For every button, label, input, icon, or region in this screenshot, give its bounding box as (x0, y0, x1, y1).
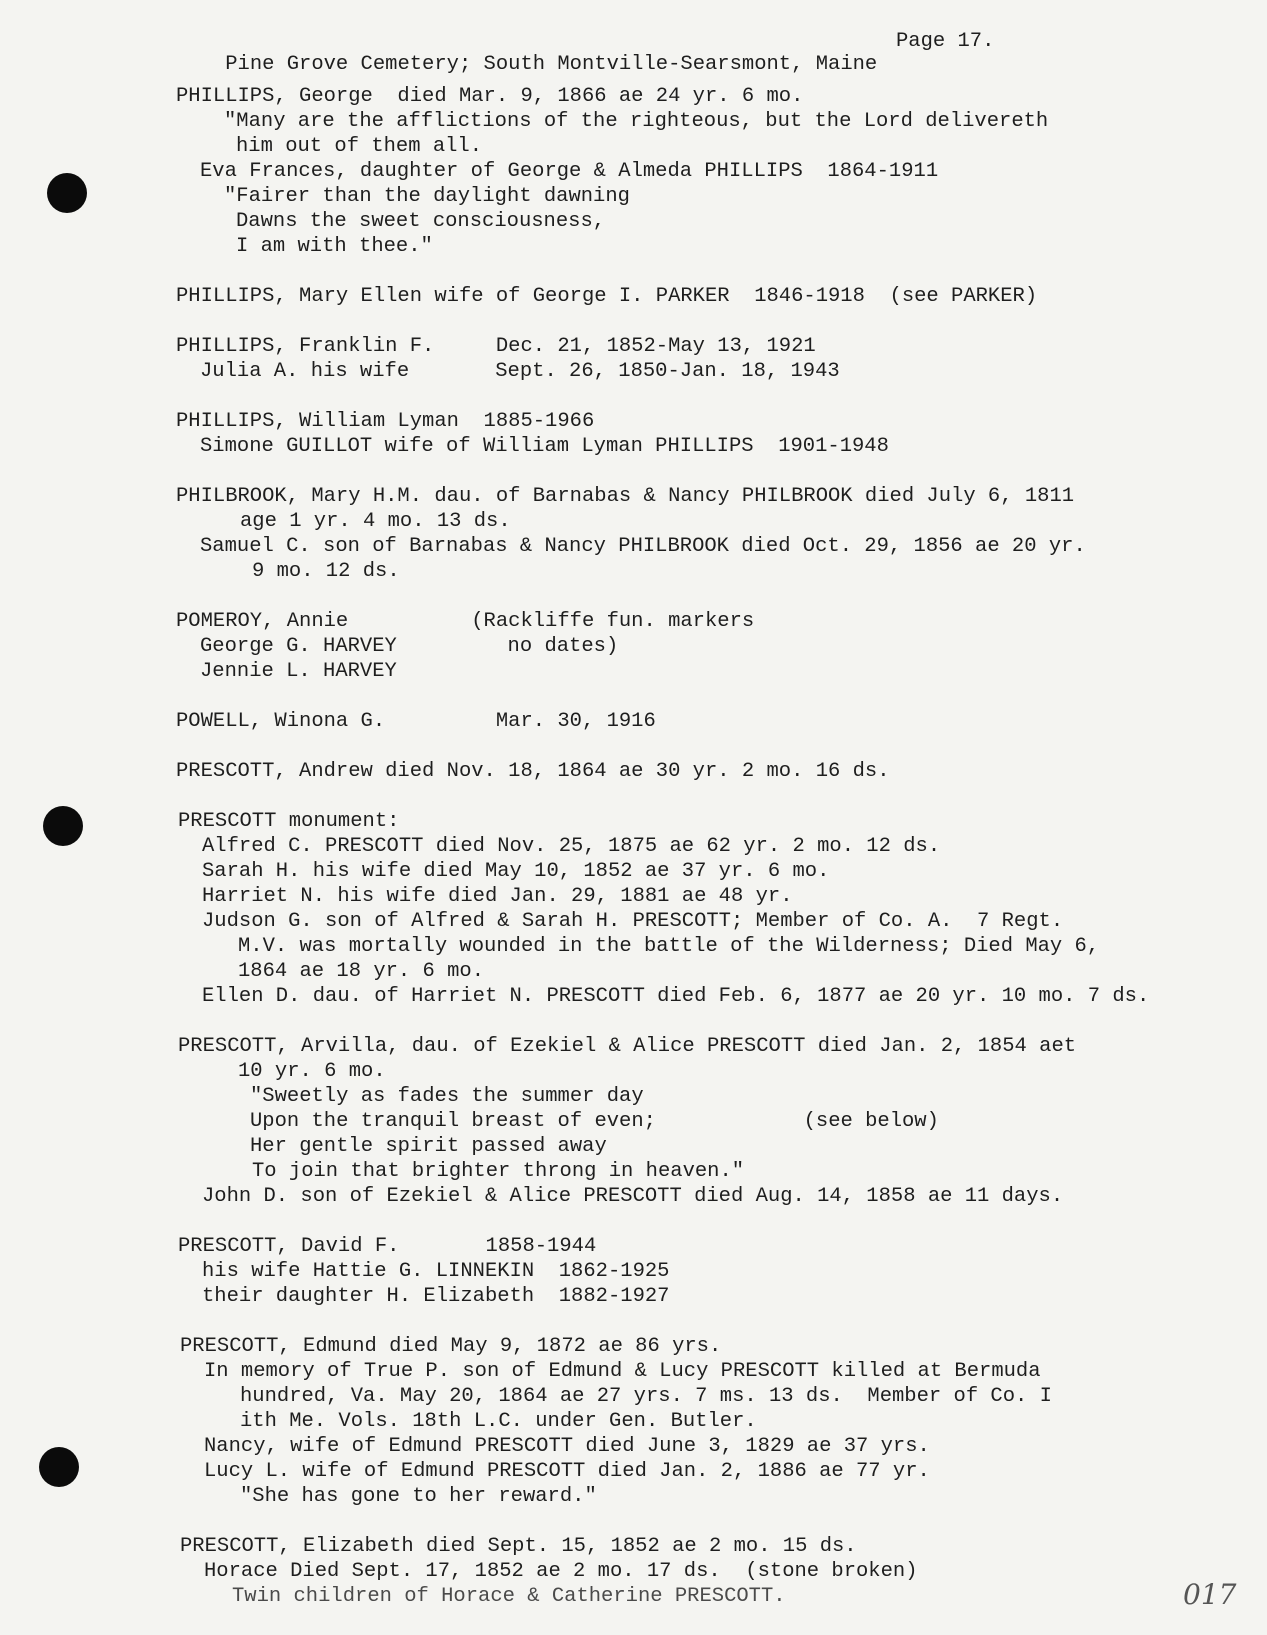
record-line: him out of them all. (236, 135, 483, 158)
record-line: his wife Hattie G. LINNEKIN 1862-1925 (202, 1260, 670, 1283)
record-line: PRESCOTT, David F. 1858-1944 (178, 1235, 597, 1258)
record-line: PHILLIPS, William Lyman 1885-1966 (176, 410, 595, 433)
handwritten-page-number: 017 (1183, 1578, 1237, 1611)
record-line: I am with thee." (236, 235, 433, 258)
record-line: age 1 yr. 4 mo. 13 ds. (240, 510, 511, 533)
record-line: "She has gone to her reward." (240, 1485, 597, 1508)
record-line: Eva Frances, daughter of George & Almeda PHILLIPS 1864-1911 (200, 160, 939, 183)
record-line: In memory of True P. son of Edmund & Lucy PRESCOTT killed at Bermuda (204, 1360, 1041, 1383)
record-line: POWELL, Winona G. Mar. 30, 1916 (176, 710, 656, 733)
record-line: Samuel C. son of Barnabas & Nancy PHILBROOK died Oct. 29, 1856 ae 20 yr. (200, 535, 1086, 558)
record-line: Simone GUILLOT wife of William Lyman PHILLIPS 1901-1948 (200, 435, 889, 458)
header-page-number: Page 17. (896, 30, 995, 53)
record-line: their daughter H. Elizabeth 1882-1927 (202, 1285, 670, 1308)
record-line: John D. son of Ezekiel & Alice PRESCOTT died Aug. 14, 1858 ae 11 days. (202, 1185, 1064, 1208)
record-line: "Many are the afflictions of the righteous, but the Lord delivereth (224, 110, 1049, 133)
record-line: PHILLIPS, George died Mar. 9, 1866 ae 24 yr. 6 mo. (176, 85, 804, 108)
record-line: hundred, Va. May 20, 1864 ae 27 yrs. 7 ms. 13 ds. Member of Co. I (240, 1385, 1052, 1408)
record-line: 10 yr. 6 mo. (238, 1060, 386, 1083)
record-line: PRESCOTT monument: (178, 810, 400, 833)
header-title: Pine Grove Cemetery; South Montville-Searsmont, Maine (225, 53, 878, 76)
record-line: Nancy, wife of Edmund PRESCOTT died June 3, 1829 ae 37 yrs. (204, 1435, 930, 1458)
record-line: Alfred C. PRESCOTT died Nov. 25, 1875 ae 62 yr. 2 mo. 12 ds. (202, 835, 941, 858)
record-line: Sarah H. his wife died May 10, 1852 ae 37 yr. 6 mo. (202, 860, 830, 883)
record-line: To join that brighter throng in heaven." (252, 1160, 745, 1183)
record-line: Twin children of Horace & Catherine PRESCOTT. (232, 1585, 786, 1608)
punch-hole (39, 1447, 79, 1487)
record-line: Upon the tranquil breast of even; (see below) (250, 1110, 939, 1133)
punch-hole (43, 806, 83, 846)
record-line: Her gentle spirit passed away (250, 1135, 607, 1158)
record-line: PHILLIPS, Mary Ellen wife of George I. PARKER 1846-1918 (see PARKER) (176, 285, 1038, 308)
record-line: Horace Died Sept. 17, 1852 ae 2 mo. 17 ds. (stone broken) (204, 1560, 918, 1583)
record-line: PRESCOTT, Arvilla, dau. of Ezekiel & Alice PRESCOTT died Jan. 2, 1854 aet (178, 1035, 1077, 1058)
record-line: Lucy L. wife of Edmund PRESCOTT died Jan. 2, 1886 ae 77 yr. (204, 1460, 930, 1483)
record-line: "Fairer than the daylight dawning (224, 185, 630, 208)
record-line: Jennie L. HARVEY (200, 660, 397, 683)
record-line: M.V. was mortally wounded in the battle of the Wilderness; Died May 6, (238, 935, 1100, 958)
record-line: PRESCOTT, Edmund died May 9, 1872 ae 86 yrs. (180, 1335, 722, 1358)
record-line: Dawns the sweet consciousness, (236, 210, 606, 233)
record-line: PRESCOTT, Elizabeth died Sept. 15, 1852 ae 2 mo. 15 ds. (180, 1535, 857, 1558)
record-line: 9 mo. 12 ds. (252, 560, 400, 583)
record-line: Ellen D. dau. of Harriet N. PRESCOTT died Feb. 6, 1877 ae 20 yr. 10 mo. 7 ds. (202, 985, 1150, 1008)
record-line: PHILLIPS, Franklin F. Dec. 21, 1852-May 13, 1921 (176, 335, 816, 358)
record-line: George G. HARVEY no dates) (200, 635, 619, 658)
record-line: Harriet N. his wife died Jan. 29, 1881 ae 48 yr. (202, 885, 793, 908)
punch-hole (47, 173, 87, 213)
record-line: PHILBROOK, Mary H.M. dau. of Barnabas & Nancy PHILBROOK died July 6, 1811 (176, 485, 1075, 508)
record-line: 1864 ae 18 yr. 6 mo. (238, 960, 485, 983)
record-line: Judson G. son of Alfred & Sarah H. PRESCOTT; Member of Co. A. 7 Regt. (202, 910, 1064, 933)
record-line: Julia A. his wife Sept. 26, 1850-Jan. 18, 1943 (200, 360, 840, 383)
record-line: PRESCOTT, Andrew died Nov. 18, 1864 ae 30 yr. 2 mo. 16 ds. (176, 760, 890, 783)
record-line: ith Me. Vols. 18th L.C. under Gen. Butler. (240, 1410, 757, 1433)
record-line: "Sweetly as fades the summer day (250, 1085, 644, 1108)
record-line: POMEROY, Annie (Rackliffe fun. markers (176, 610, 755, 633)
